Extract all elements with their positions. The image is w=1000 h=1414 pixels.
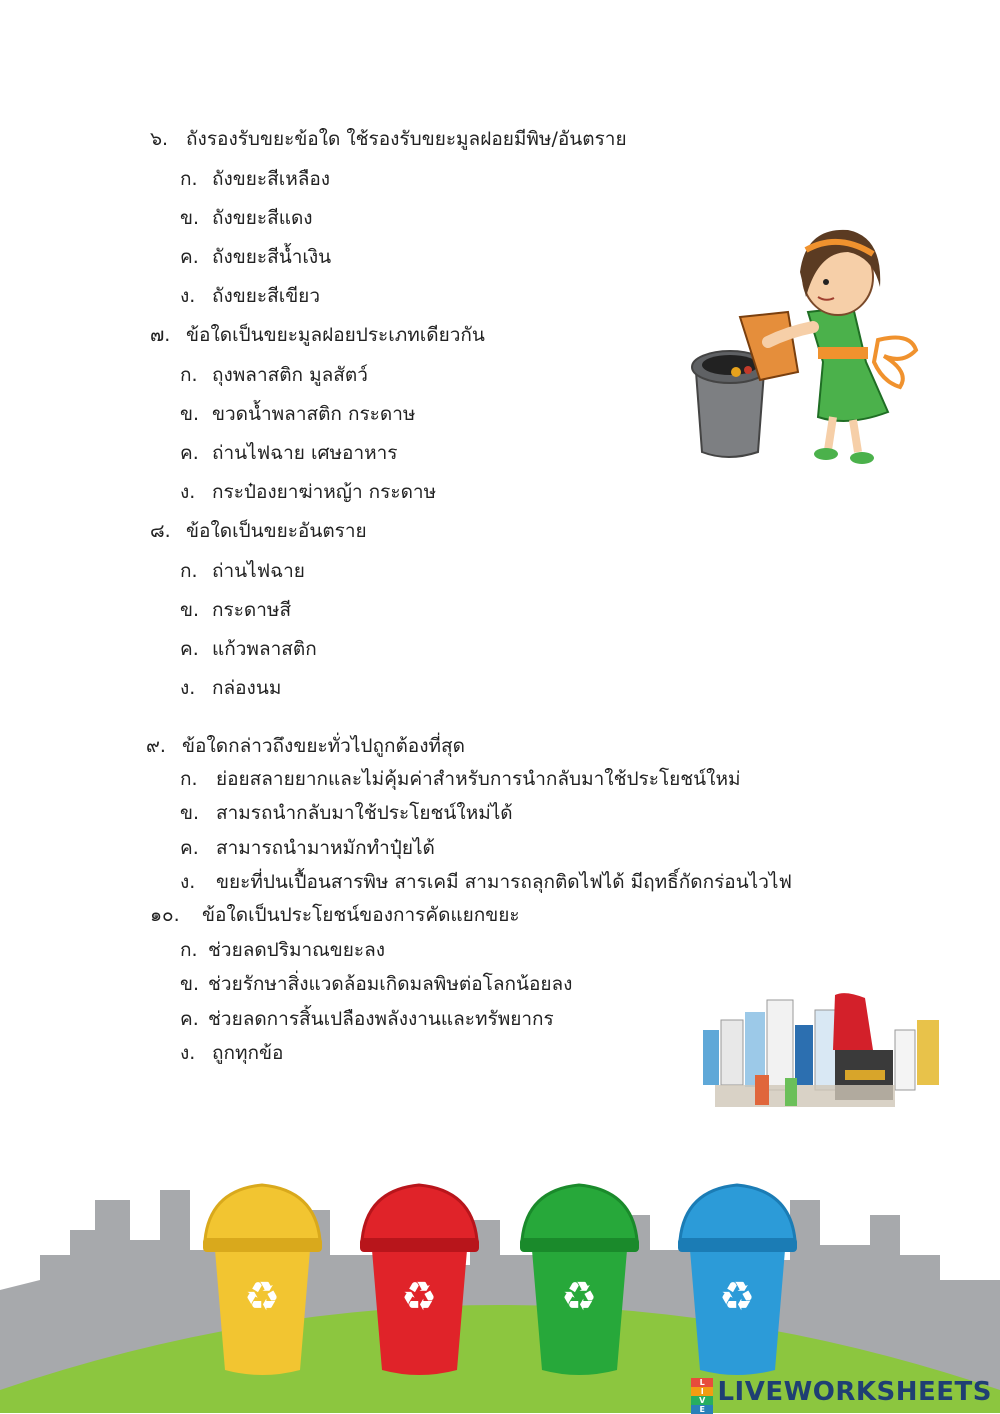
option-7d[interactable] — [180, 479, 436, 505]
question-8 — [150, 518, 367, 544]
brand-name: LIVEWORKSHEETS — [717, 1377, 992, 1407]
option-text: กระดาษสี — [212, 599, 292, 621]
question-6 — [150, 126, 627, 152]
question-text: ข้อใดเป็นขยะอันตราย — [186, 520, 367, 542]
option-9c[interactable] — [180, 835, 435, 861]
option-7a[interactable] — [180, 362, 368, 388]
option-letter: ก. — [180, 560, 198, 582]
option-text: ถ่านไฟฉาย เศษอาหาร — [212, 442, 398, 464]
option-letter: ข. — [180, 403, 200, 425]
svg-text:♻: ♻ — [719, 1274, 755, 1320]
question-number: ๖. — [150, 128, 169, 150]
option-letter: ค. — [180, 246, 199, 268]
option-letter: ค. — [180, 1008, 199, 1030]
question-number: ๑๐. — [150, 904, 180, 926]
question-10 — [150, 902, 520, 928]
option-text: ถังขยะสีเขียว — [212, 285, 320, 307]
option-10a[interactable] — [180, 937, 385, 963]
option-text: สามารถนำมาหมักทำปุ๋ยได้ — [216, 837, 435, 859]
option-6d[interactable] — [180, 283, 320, 309]
liveworksheets-brand[interactable] — [691, 1377, 992, 1414]
option-text: ช่วยรักษาสิ่งแวดล้อมเกิดมลพิษต่อโลกน้อยลง — [208, 973, 573, 995]
svg-text:♻: ♻ — [561, 1274, 597, 1320]
question-text: ข้อใดกล่าวถึงขยะทั่วไปถูกต้องที่สุด — [182, 735, 465, 757]
option-text: ย่อยสลายยากและไม่คุ้มค่าสำหรับการนำกลับมาใช้ประโยชน์ใหม่ — [216, 768, 741, 790]
option-10b[interactable] — [180, 971, 572, 997]
option-letter: ก. — [180, 768, 198, 790]
option-letter: ง. — [180, 481, 196, 503]
question-text: ถังรองรับขยะข้อใด ใช้รองรับขยะมูลฝอยมีพิษ/อันตราย — [186, 128, 627, 150]
recycle-bins-footer — [0, 1160, 1000, 1413]
option-letter: ข. — [180, 207, 200, 229]
option-letter: ข. — [180, 599, 200, 621]
question-number: ๙. — [146, 735, 166, 757]
option-text: ถังขยะสีน้ำเงิน — [212, 246, 332, 268]
option-text: ขยะที่ปนเปื้อนสารพิษ สารเคมี สามารถลุกติดไฟได้ มีฤทธิ์กัดกร่อนไวไฟ — [216, 871, 792, 893]
chemical-containers-illustration — [695, 990, 950, 1120]
option-6c[interactable] — [180, 244, 331, 270]
option-6b[interactable] — [180, 205, 313, 231]
option-letter: ข. — [180, 802, 200, 824]
option-letter: ก. — [180, 168, 198, 190]
option-text: ถังขยะสีเหลือง — [212, 168, 331, 190]
option-text: ถุงพลาสติก มูลสัตว์ — [212, 364, 368, 386]
option-9d[interactable] — [180, 869, 792, 895]
option-text: ขวดน้ำพลาสติก กระดาษ — [212, 403, 416, 425]
option-text: กล่องนม — [212, 677, 282, 699]
girl-trash-illustration — [688, 222, 933, 472]
question-number: ๗. — [150, 324, 171, 346]
option-letter: ง. — [180, 871, 196, 893]
option-9a[interactable] — [180, 766, 741, 792]
question-number: ๘. — [150, 520, 171, 542]
question-7 — [150, 322, 485, 348]
svg-text:♻: ♻ — [244, 1274, 280, 1320]
option-6a[interactable] — [180, 166, 330, 192]
option-text: ช่วยลดการสิ้นเปลืองพลังงานและทรัพยากร — [208, 1008, 554, 1030]
option-letter: ค. — [180, 442, 199, 464]
option-letter: ข. — [180, 973, 200, 995]
logo-letter: L — [691, 1378, 713, 1387]
option-letter: ง. — [180, 1042, 196, 1064]
svg-text:♻: ♻ — [401, 1274, 437, 1320]
option-10c[interactable] — [180, 1006, 554, 1032]
option-text: แก้วพลาสติก — [212, 638, 317, 660]
option-9b[interactable] — [180, 800, 513, 826]
option-letter: ง. — [180, 677, 196, 699]
option-7c[interactable] — [180, 440, 398, 466]
option-8d[interactable] — [180, 675, 281, 701]
option-text: ถ่านไฟฉาย — [212, 560, 305, 582]
option-7b[interactable] — [180, 401, 415, 427]
option-text: ถังขยะสีแดง — [212, 207, 313, 229]
question-text: ข้อใดเป็นขยะมูลฝอยประเภทเดียวกัน — [186, 324, 485, 346]
option-letter: ก. — [180, 939, 198, 961]
option-8b[interactable] — [180, 597, 291, 623]
option-letter: ค. — [180, 837, 199, 859]
option-letter: ง. — [180, 285, 196, 307]
option-text: กระป๋องยาฆ่าหญ้า กระดาษ — [212, 481, 437, 503]
option-text: ถูกทุกข้อ — [212, 1042, 284, 1064]
option-8a[interactable] — [180, 558, 305, 584]
logo-letter: I — [691, 1387, 713, 1396]
option-text: สามรถนำกลับมาใช้ประโยชน์ใหม่ได้ — [216, 802, 513, 824]
question-9 — [146, 733, 465, 759]
option-text: ช่วยลดปริมาณขยะลง — [208, 939, 386, 961]
option-8c[interactable] — [180, 636, 317, 662]
question-text: ข้อใดเป็นประโยชน์ของการคัดแยกขยะ — [202, 904, 520, 926]
option-letter: ค. — [180, 638, 199, 660]
option-10d[interactable] — [180, 1040, 283, 1066]
liveworksheets-logo-icon — [691, 1378, 713, 1414]
option-letter: ก. — [180, 364, 198, 386]
logo-letter: V — [691, 1396, 713, 1405]
logo-letter: E — [691, 1405, 713, 1414]
